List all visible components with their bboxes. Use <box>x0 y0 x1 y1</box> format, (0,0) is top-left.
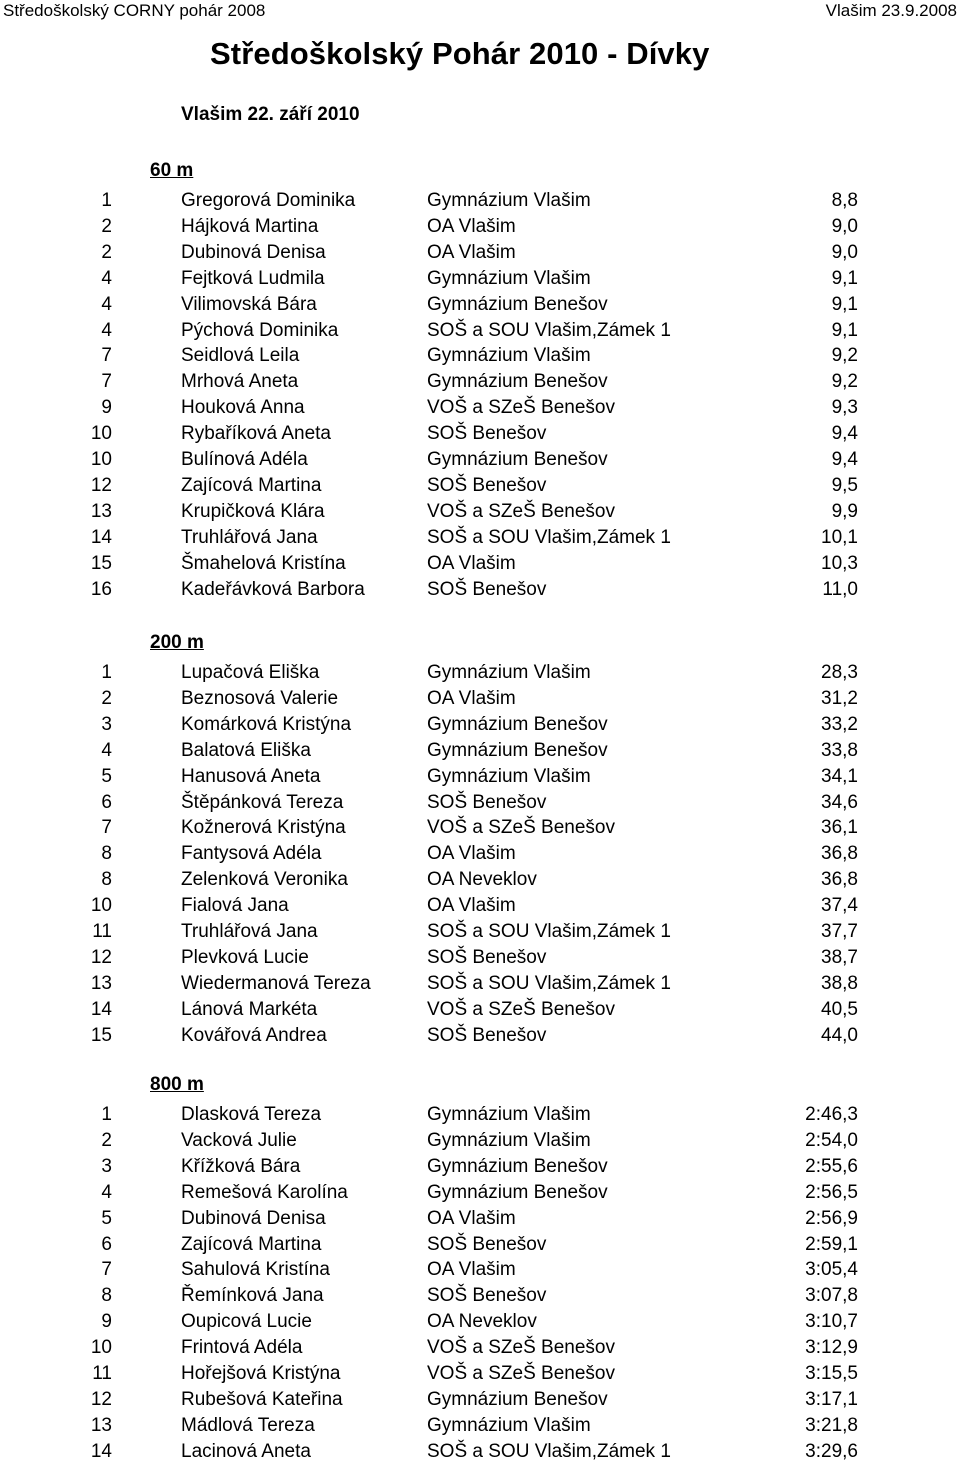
page-header-left: Středoškolský CORNY pohár 2008 <box>3 1 266 20</box>
result-row <box>0 525 960 551</box>
school-name: Gymnázium Vlašim <box>427 267 591 289</box>
school-name: Gymnázium Benešov <box>427 713 608 735</box>
rank-cell: 9 <box>101 1311 112 1333</box>
result-time: 36,1 <box>821 817 858 839</box>
rank-cell: 9 <box>101 397 112 419</box>
athlete-name: Seidlová Leila <box>181 345 300 367</box>
result-row <box>0 790 960 816</box>
athlete-name: Pýchová Dominika <box>181 319 339 341</box>
result-row <box>0 997 960 1023</box>
rank-cell: 10 <box>90 895 112 917</box>
result-time: 36,8 <box>821 869 858 891</box>
result-time: 33,2 <box>821 713 858 735</box>
school-name: VOŠ a SZeŠ Benešov <box>427 500 615 522</box>
rank-cell: 1 <box>101 1104 112 1125</box>
result-time: 31,2 <box>821 687 858 709</box>
school-name: Gymnázium Benešov <box>427 1388 608 1410</box>
school-name: OA Neveklov <box>427 1311 537 1333</box>
school-name: Gymnázium Vlašim <box>427 345 591 367</box>
school-name: SOŠ a SOU Vlašim,Zámek 1 <box>427 526 671 548</box>
result-time: 2:59,1 <box>805 1233 858 1255</box>
athlete-name: Komárková Kristýna <box>181 713 352 735</box>
rank-cell: 2 <box>101 687 112 709</box>
result-row <box>0 971 960 997</box>
school-name: OA Vlašim <box>427 895 516 917</box>
result-time: 9,1 <box>831 319 858 341</box>
result-time: 2:46,3 <box>805 1104 858 1125</box>
result-time: 2:56,5 <box>805 1181 858 1203</box>
rank-cell: 10 <box>90 1337 112 1359</box>
athlete-name: Houková Anna <box>181 397 305 419</box>
result-row <box>0 945 960 971</box>
school-name: OA Vlašim <box>427 687 516 709</box>
result-time: 9,5 <box>831 474 858 496</box>
rank-cell: 4 <box>101 1181 112 1203</box>
result-time: 37,4 <box>821 895 858 917</box>
school-name: Gymnázium Benešov <box>427 449 608 470</box>
school-name: VOŠ a SZeŠ Benešov <box>427 817 615 839</box>
athlete-name: Truhlářová Jana <box>181 921 318 942</box>
result-row <box>0 1309 960 1335</box>
athlete-name: Mádlová Tereza <box>181 1414 315 1436</box>
result-row <box>0 764 960 790</box>
school-name: Gymnázium Vlašim <box>427 662 591 683</box>
school-name: Gymnázium Vlašim <box>427 1104 591 1125</box>
rank-cell: 5 <box>101 765 112 787</box>
page-header-right: Vlašim 23.9.2008 <box>825 1 957 20</box>
rank-cell: 3 <box>101 713 112 735</box>
result-time: 38,8 <box>821 972 858 994</box>
result-row <box>0 214 960 240</box>
athlete-name: Šmahelová Kristína <box>181 552 346 574</box>
athlete-name: Kožnerová Kristýna <box>181 817 346 839</box>
rank-cell: 7 <box>101 345 112 367</box>
rank-cell: 1 <box>101 662 112 683</box>
school-name: OA Vlašim <box>427 552 516 574</box>
section-title: 800 m <box>150 1074 204 1095</box>
rank-cell: 2 <box>101 215 112 237</box>
result-time: 9,3 <box>831 397 858 419</box>
result-row <box>0 318 960 344</box>
result-time: 3:12,9 <box>805 1337 858 1359</box>
result-row <box>0 473 960 499</box>
school-name: Gymnázium Vlašim <box>427 765 591 787</box>
athlete-name: Vilimovská Bára <box>181 293 317 315</box>
school-name: VOŠ a SZeŠ Benešov <box>427 998 615 1020</box>
result-row <box>0 686 960 712</box>
athlete-name: Hájková Martina <box>181 215 319 237</box>
result-row <box>0 1128 960 1154</box>
athlete-name: Frintová Adéla <box>181 1337 303 1359</box>
rank-cell: 12 <box>90 474 112 496</box>
section-title: 200 m <box>150 632 204 653</box>
result-row <box>0 266 960 292</box>
athlete-name: Fejtková Ludmila <box>181 267 325 289</box>
athlete-name: Remešová Karolína <box>181 1181 348 1203</box>
result-time: 3:21,8 <box>805 1414 858 1436</box>
school-name: SOŠ Benešov <box>427 946 547 968</box>
school-name: Gymnázium Vlašim <box>427 190 591 211</box>
result-row <box>0 343 960 369</box>
school-name: OA Vlašim <box>427 215 516 237</box>
athlete-name: Zajícová Martina <box>181 1233 322 1255</box>
result-row <box>0 395 960 421</box>
athlete-name: Zajícová Martina <box>181 474 322 496</box>
rank-cell: 13 <box>90 1414 112 1436</box>
athlete-name: Dlasková Tereza <box>181 1104 322 1125</box>
result-row <box>0 447 960 473</box>
result-row <box>0 240 960 266</box>
result-time: 2:56,9 <box>805 1207 858 1229</box>
athlete-name: Kadeřávková Barbora <box>181 578 365 600</box>
section-title: 60 m <box>150 160 194 181</box>
school-name: Gymnázium Vlašim <box>427 1129 591 1151</box>
school-name: SOŠ a SOU Vlašim,Zámek 1 <box>427 1440 671 1462</box>
school-name: VOŠ a SZeŠ Benešov <box>427 1363 615 1384</box>
result-row <box>0 841 960 867</box>
athlete-name: Lupačová Eliška <box>181 662 320 683</box>
result-time: 10,3 <box>821 552 858 574</box>
athlete-name: Fantysová Adéla <box>181 843 322 865</box>
result-row <box>0 577 960 603</box>
athlete-name: Balatová Eliška <box>181 739 311 761</box>
result-row <box>0 1232 960 1258</box>
result-time: 3:10,7 <box>805 1311 858 1333</box>
result-row <box>0 1439 960 1465</box>
rank-cell: 15 <box>90 552 112 574</box>
rank-cell: 7 <box>101 1259 112 1281</box>
school-name: OA Vlašim <box>427 1207 516 1229</box>
school-name: OA Vlašim <box>427 241 516 263</box>
result-time: 10,1 <box>821 526 858 548</box>
school-name: Gymnázium Benešov <box>427 1181 608 1203</box>
rank-cell: 13 <box>90 500 112 522</box>
rank-cell: 11 <box>92 921 112 942</box>
result-time: 9,1 <box>831 267 858 289</box>
result-time: 9,0 <box>831 215 858 237</box>
athlete-name: Křížková Bára <box>181 1155 301 1177</box>
rank-cell: 14 <box>90 1440 112 1462</box>
result-row <box>0 369 960 395</box>
athlete-name: Zelenková Veronika <box>181 869 348 891</box>
result-time: 33,8 <box>821 739 858 761</box>
athlete-name: Dubinová Denisa <box>181 1207 326 1229</box>
school-name: Gymnázium Benešov <box>427 1155 608 1177</box>
school-name: SOŠ Benešov <box>427 474 547 496</box>
rank-cell: 2 <box>101 241 112 263</box>
result-time: 3:15,5 <box>805 1363 858 1384</box>
result-row <box>0 421 960 447</box>
result-time: 40,5 <box>821 998 858 1020</box>
athlete-name: Štěpánková Tereza <box>181 791 344 813</box>
rank-cell: 8 <box>101 1285 112 1307</box>
result-row <box>0 551 960 577</box>
school-name: SOŠ Benešov <box>427 791 547 813</box>
rank-cell: 4 <box>101 739 112 761</box>
athlete-name: Hořejšová Kristýna <box>181 1363 341 1384</box>
school-name: OA Neveklov <box>427 869 537 891</box>
rank-cell: 12 <box>90 946 112 968</box>
result-time: 37,7 <box>821 921 858 942</box>
result-row <box>0 1283 960 1309</box>
school-name: Gymnázium Vlašim <box>427 1414 591 1436</box>
result-time: 2:55,6 <box>805 1155 858 1177</box>
athlete-name: Lánová Markéta <box>181 998 318 1020</box>
rank-cell: 11 <box>92 1363 112 1384</box>
result-row <box>0 1023 960 1049</box>
athlete-name: Fialová Jana <box>181 895 289 917</box>
result-time: 38,7 <box>821 946 858 968</box>
athlete-name: Kovářová Andrea <box>181 1024 327 1046</box>
result-row <box>0 1387 960 1413</box>
rank-cell: 4 <box>101 293 112 315</box>
result-time: 3:29,6 <box>805 1440 858 1462</box>
athlete-name: Gregorová Dominika <box>181 190 356 211</box>
result-row <box>0 893 960 919</box>
result-time: 3:17,1 <box>805 1388 858 1410</box>
rank-cell: 16 <box>90 578 112 600</box>
result-time: 3:07,8 <box>805 1285 858 1307</box>
school-name: SOŠ a SOU Vlašim,Zámek 1 <box>427 319 671 341</box>
rank-cell: 14 <box>90 526 112 548</box>
result-time: 36,8 <box>821 843 858 865</box>
rank-cell: 8 <box>101 843 112 865</box>
result-row <box>0 1180 960 1206</box>
rank-cell: 6 <box>101 1233 112 1255</box>
athlete-name: Oupicová Lucie <box>181 1311 312 1333</box>
athlete-name: Dubinová Denisa <box>181 241 326 263</box>
result-row <box>0 867 960 893</box>
result-time: 28,3 <box>821 662 858 683</box>
rank-cell: 3 <box>101 1155 112 1177</box>
rank-cell: 8 <box>101 869 112 891</box>
rank-cell: 2 <box>101 1129 112 1151</box>
athlete-name: Rybaříková Aneta <box>181 423 331 445</box>
rank-cell: 4 <box>101 267 112 289</box>
result-row <box>0 1206 960 1232</box>
result-row <box>0 1361 960 1387</box>
result-time: 9,1 <box>831 293 858 315</box>
athlete-name: Bulínová Adéla <box>181 449 308 470</box>
result-row <box>0 919 960 945</box>
rank-cell: 15 <box>90 1024 112 1046</box>
rank-cell: 14 <box>90 998 112 1020</box>
athlete-name: Krupičková Klára <box>181 500 325 522</box>
result-time: 34,1 <box>821 765 858 787</box>
school-name: Gymnázium Benešov <box>427 293 608 315</box>
school-name: SOŠ Benešov <box>427 578 547 600</box>
result-time: 9,2 <box>831 371 858 393</box>
school-name: Gymnázium Benešov <box>427 739 608 761</box>
rank-cell: 12 <box>90 1388 112 1410</box>
rank-cell: 1 <box>101 190 112 211</box>
school-name: SOŠ Benešov <box>427 423 547 445</box>
result-time: 11,0 <box>822 578 858 600</box>
rank-cell: 10 <box>90 423 112 445</box>
rank-cell: 4 <box>101 319 112 341</box>
school-name: SOŠ Benešov <box>427 1024 547 1046</box>
result-row <box>0 292 960 318</box>
result-row <box>0 188 960 214</box>
rank-cell: 6 <box>101 791 112 813</box>
result-row <box>0 712 960 738</box>
athlete-name: Truhlářová Jana <box>181 526 318 548</box>
result-row <box>0 1257 960 1283</box>
school-name: SOŠ a SOU Vlašim,Zámek 1 <box>427 972 671 994</box>
athlete-name: Sahulová Kristína <box>181 1259 330 1281</box>
athlete-name: Beznosová Valerie <box>181 687 339 709</box>
result-row <box>0 738 960 764</box>
athlete-name: Wiedermanová Tereza <box>181 972 371 994</box>
school-name: SOŠ Benešov <box>427 1233 547 1255</box>
result-time: 9,0 <box>831 241 858 263</box>
result-time: 9,4 <box>831 449 858 470</box>
athlete-name: Vacková Julie <box>181 1129 297 1151</box>
result-row <box>0 1335 960 1361</box>
school-name: Gymnázium Benešov <box>427 371 608 393</box>
page-title: Středoškolský Pohár 2010 - Dívky <box>210 36 710 71</box>
rank-cell: 7 <box>101 371 112 393</box>
result-row <box>0 815 960 841</box>
athlete-name: Plevková Lucie <box>181 946 309 968</box>
athlete-name: Řemínková Jana <box>181 1285 324 1307</box>
result-row <box>0 1154 960 1180</box>
result-row <box>0 1413 960 1439</box>
rank-cell: 13 <box>90 972 112 994</box>
school-name: VOŠ a SZeŠ Benešov <box>427 1337 615 1359</box>
school-name: VOŠ a SZeŠ Benešov <box>427 397 615 419</box>
school-name: OA Vlašim <box>427 843 516 865</box>
result-row <box>0 499 960 525</box>
school-name: SOŠ a SOU Vlašim,Zámek 1 <box>427 921 671 942</box>
rank-cell: 7 <box>101 817 112 839</box>
athlete-name: Hanusová Aneta <box>181 765 321 787</box>
result-row <box>0 1102 960 1128</box>
event-subtitle: Vlašim 22. září 2010 <box>181 104 360 125</box>
result-time: 9,2 <box>831 345 858 367</box>
athlete-name: Rubešová Kateřina <box>181 1388 343 1410</box>
athlete-name: Mrhová Aneta <box>181 371 299 393</box>
athlete-name: Lacinová Aneta <box>181 1440 311 1462</box>
result-time: 8,8 <box>831 190 858 211</box>
result-time: 9,9 <box>831 500 858 522</box>
result-time: 44,0 <box>821 1024 858 1046</box>
result-time: 3:05,4 <box>805 1259 858 1281</box>
result-time: 2:54,0 <box>805 1129 858 1151</box>
rank-cell: 10 <box>90 449 112 470</box>
result-time: 34,6 <box>821 791 858 813</box>
school-name: OA Vlašim <box>427 1259 516 1281</box>
result-row <box>0 660 960 686</box>
result-time: 9,4 <box>831 423 858 445</box>
rank-cell: 5 <box>101 1207 112 1229</box>
school-name: SOŠ Benešov <box>427 1285 547 1307</box>
